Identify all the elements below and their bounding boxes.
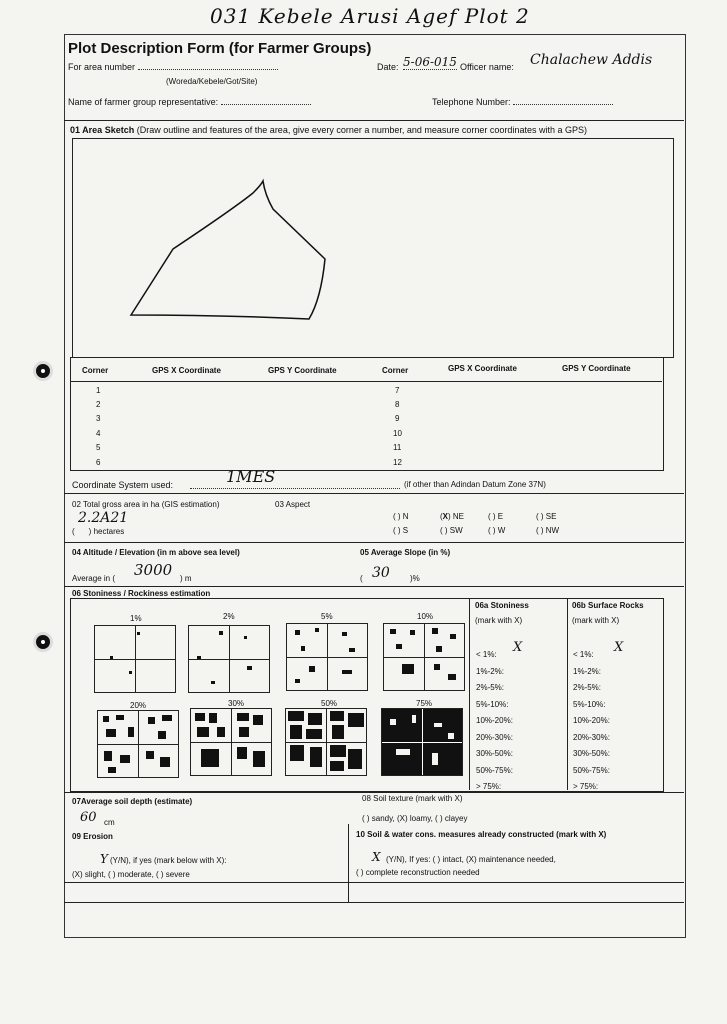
col-a-sub: (mark with X) xyxy=(475,616,523,625)
aspect-se[interactable]: ( ) SE xyxy=(536,512,557,521)
pct-label-6: 30% xyxy=(228,699,245,708)
gps-y-header-1: GPS Y Coordinate xyxy=(268,366,337,375)
pct-label-3: 5% xyxy=(321,612,333,621)
section01-title: 01 Area Sketch xyxy=(70,125,135,135)
section08-label: 08 Soil texture (mark with X) xyxy=(362,794,463,803)
aspect-nw[interactable]: ( ) NW xyxy=(536,526,560,535)
phone-row xyxy=(432,97,613,107)
section10-line2[interactable]: ( ) complete reconstruction needed xyxy=(356,868,480,877)
aspect-e[interactable]: ( ) E xyxy=(488,512,504,521)
surface-rocks-class-2[interactable]: 2%-5%: xyxy=(573,683,602,692)
corner-right-7: 7 xyxy=(395,386,400,395)
area-number-label: For area number xyxy=(68,62,136,72)
area-sketch-box[interactable] xyxy=(72,138,674,358)
rep-label: Name of farmer group representative: xyxy=(68,97,219,107)
stoniness-class-0[interactable]: < 1%: xyxy=(476,650,497,659)
section05-unit: )% xyxy=(410,574,420,583)
corner-right-12: 12 xyxy=(393,458,402,467)
punch-hole-top xyxy=(33,361,53,381)
stone-diagram-50pct xyxy=(285,708,367,776)
corner-right-10: 10 xyxy=(393,429,402,438)
aspect-sw[interactable]: ( ) SW xyxy=(440,526,463,535)
section04-label: 04 Altitude / Elevation (in m above sea level) xyxy=(72,548,240,557)
pct-label-4: 10% xyxy=(417,612,434,621)
section05-value[interactable]: 30 xyxy=(372,565,390,581)
date-label: Date: xyxy=(377,62,399,72)
section02-value[interactable]: 2.2A21 xyxy=(78,510,129,526)
area-number-field[interactable] xyxy=(138,69,278,70)
officer-value[interactable]: Chalachew Addis xyxy=(530,52,653,68)
area-number-hint: (Woreda/Kebele/Got/Site) xyxy=(166,77,258,86)
surface-rocks-class-4[interactable]: 10%-20%: xyxy=(573,716,610,725)
pct-label-5: 20% xyxy=(130,701,147,710)
corner-header-1: Corner xyxy=(82,366,109,375)
stone-diagram-5pct xyxy=(286,623,368,691)
section06-label: 06 Stoniness / Rockiness estimation xyxy=(72,589,211,598)
aspect-n[interactable]: ( ) N xyxy=(393,512,409,521)
aspect-s[interactable]: ( ) S xyxy=(393,526,409,535)
section09-line2[interactable]: (X) slight, ( ) moderate, ( ) severe xyxy=(72,870,190,879)
stoniness-class-5[interactable]: 20%-30%: xyxy=(476,732,513,742)
surface-rocks-class-0[interactable]: < 1%: xyxy=(573,650,594,659)
section07-label: 07Average soil depth (estimate) xyxy=(72,797,193,806)
stone-diagram-1pct xyxy=(94,625,176,693)
section08-text[interactable]: ( ) sandy, (X) loamy, ( ) clayey xyxy=(362,814,468,823)
surface-rocks-class-8[interactable]: > 75%: xyxy=(573,782,599,791)
aspect-w[interactable]: ( ) W xyxy=(488,526,506,535)
section01-instruction: (Draw outline and features of the area, give every corner a number, and measure corner coordinates with a GPS) xyxy=(136,125,587,135)
corner-header-2: Corner xyxy=(382,366,409,375)
section04-avg-label: Average in ( xyxy=(72,574,115,583)
col-b-sub: (mark with X) xyxy=(572,616,620,625)
corner-left-3: 3 xyxy=(96,414,101,423)
stoniness-class-4[interactable]: 10%-20%: xyxy=(476,716,513,725)
corner-left-4: 4 xyxy=(96,429,101,438)
section09-line1: (Y/N), if yes (mark below with X): xyxy=(110,856,227,865)
surface-rocks-class-3[interactable]: 5%-10%: xyxy=(573,699,606,709)
corner-right-8: 8 xyxy=(395,400,400,409)
section03-label: 03 Aspect xyxy=(275,500,311,509)
pct-label-2: 2% xyxy=(223,612,235,621)
surface-rocks-class-6[interactable]: 30%-50%: xyxy=(573,749,610,758)
col-b-title: 06b Surface Rocks xyxy=(572,601,644,610)
section02-unit-row: ( ) hectares xyxy=(72,527,125,536)
section10-line1: (Y/N), If yes: ( ) intact, (X) maintenance needed, xyxy=(386,855,556,864)
stoniness-class-3[interactable]: 5%-10%: xyxy=(476,699,509,709)
section01-heading xyxy=(70,125,587,135)
date-value[interactable]: 5-06-015 xyxy=(403,55,457,69)
punch-hole-bottom xyxy=(33,632,53,652)
coord-system-note: (if other than Adindan Datum Zone 37N) xyxy=(404,480,546,489)
stoniness-class-1[interactable]: 1%-2%: xyxy=(476,666,505,676)
corner-right-9: 9 xyxy=(395,414,400,423)
surface-rocks-class-7[interactable]: 50%-75%: xyxy=(573,765,610,775)
section07-value[interactable]: 60 xyxy=(80,810,97,825)
aspect-ne[interactable]: (X) NE xyxy=(440,512,465,521)
corner-left-1: 1 xyxy=(96,386,101,395)
col-a-title: 06a Stoniness xyxy=(475,601,529,610)
section10-value[interactable]: X xyxy=(372,850,381,864)
stoniness-class-2[interactable]: 2%-5%: xyxy=(476,683,505,692)
corner-left-2: 2 xyxy=(96,400,101,409)
officer-label: Officer name: xyxy=(460,62,514,72)
section07-unit: cm xyxy=(104,818,115,827)
area-number-row xyxy=(68,62,278,72)
surface-rocks-class-5[interactable]: 20%-30%: xyxy=(573,732,610,742)
pct-label-8: 75% xyxy=(416,699,433,708)
gps-x-header-1: GPS X Coordinate xyxy=(152,366,221,375)
pct-label-7: 50% xyxy=(321,699,338,708)
corner-right-11: 11 xyxy=(393,443,402,452)
stoniness-class-6[interactable]: 30%-50%: xyxy=(476,749,513,758)
handwritten-header: 031 Kebele Arusi Agef Plot 2 xyxy=(210,4,530,28)
area-sketch-drawing xyxy=(73,139,673,357)
surface-rocks-mark[interactable]: X xyxy=(614,640,624,655)
section04-value[interactable]: 3000 xyxy=(134,561,173,579)
corner-left-6: 6 xyxy=(96,458,101,467)
pct-label-1: 1% xyxy=(130,614,142,623)
section10-label: 10 Soil & water cons. measures already constructed (mark with X) xyxy=(356,830,607,839)
stone-diagram-20pct xyxy=(97,710,179,778)
section04-unit: ) m xyxy=(180,574,192,583)
phone-field[interactable] xyxy=(513,104,613,105)
section09-label: 09 Erosion xyxy=(72,832,113,841)
section02-unit: hectares xyxy=(93,527,125,536)
section05-label: 05 Average Slope (in %) xyxy=(360,548,451,557)
stone-diagram-10pct xyxy=(383,623,465,691)
section02-label: 02 Total gross area in ha (GIS estimation) xyxy=(72,500,220,509)
surface-rocks-class-1[interactable]: 1%-2%: xyxy=(573,666,602,676)
rep-field[interactable] xyxy=(221,104,311,105)
section09-value[interactable]: Y xyxy=(100,852,108,866)
rep-row xyxy=(68,97,311,107)
phone-label: Telephone Number: xyxy=(432,97,511,107)
stoniness-class-8[interactable]: > 75%: xyxy=(476,782,502,791)
form-title: Plot Description Form (for Farmer Groups) xyxy=(68,40,372,57)
gps-x-header-2: GPS X Coordinate xyxy=(448,364,517,373)
corner-left-5: 5 xyxy=(96,443,101,452)
coord-system-label: Coordinate System used: xyxy=(72,480,174,490)
stoniness-mark[interactable]: X xyxy=(513,640,523,655)
stone-diagram-75pct xyxy=(381,708,463,776)
stone-diagram-2pct xyxy=(188,625,270,693)
stone-diagram-30pct xyxy=(190,708,272,776)
stoniness-class-7[interactable]: 50%-75%: xyxy=(476,765,513,775)
coord-system-value[interactable]: 1MES xyxy=(226,467,276,486)
gps-y-header-2: GPS Y Coordinate xyxy=(562,364,631,373)
section05-open: ( xyxy=(360,574,363,583)
